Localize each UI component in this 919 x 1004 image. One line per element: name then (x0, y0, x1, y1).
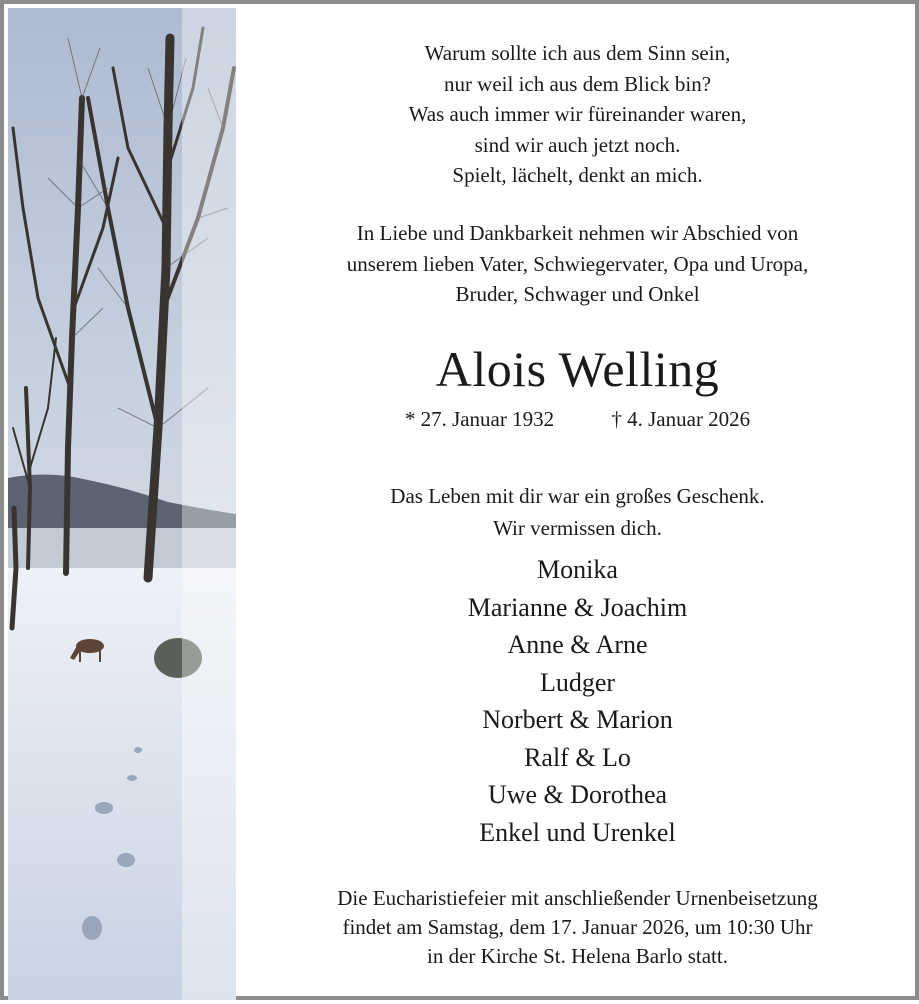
poem-line: Warum sollte ich aus dem Sinn sein, (424, 41, 731, 65)
poem-line: Was auch immer wir füreinander waren, (408, 102, 747, 126)
intro-line: In Liebe und Dankbarkeit nehmen wir Abschied von (356, 221, 799, 245)
mourner: Marianne & Joachim (467, 592, 688, 622)
mourner: Norbert & Marion (482, 705, 673, 734)
mourner: Ralf & Lo (524, 742, 631, 772)
life-dates (236, 404, 919, 434)
service-info (236, 884, 919, 971)
message-line: Wir vermissen dich. (493, 516, 662, 540)
mourner: Anne & Arne (507, 630, 648, 659)
poem (236, 38, 919, 191)
birth-date: * 27. Januar 1932 (404, 407, 555, 431)
death-date: † 4. Januar 2026 (611, 407, 751, 431)
mourner: Monika (537, 555, 618, 584)
poem-line: Spielt, lächelt, denkt an mich. (452, 163, 703, 187)
service-line: findet am Samstag, dem 17. Januar 2026, um 10:30 Uhr (342, 915, 813, 939)
poem-line: nur weil ich aus dem Blick bin? (443, 71, 712, 96)
intro-line: unserem lieben Vater, Schwiegervater, Opa und Uropa, (346, 251, 809, 276)
mourners-list (236, 551, 919, 851)
poem-line: sind wir auch jetzt noch. (474, 132, 681, 157)
mourner: Ludger (539, 667, 616, 697)
mourner: Uwe & Dorothea (487, 780, 668, 809)
winter-landscape-illustration (8, 8, 236, 1000)
service-line: Die Eucharistiefeier mit anschließender Urnenbeisetzung (337, 886, 818, 910)
message (236, 480, 919, 544)
mourner: Enkel und Urenkel (479, 817, 676, 847)
service-line: in der Kirche St. Helena Barlo statt. (427, 944, 728, 968)
farewell-intro (236, 218, 919, 310)
intro-line: Bruder, Schwager und Onkel (455, 282, 700, 306)
message-line: Das Leben mit dir war ein großes Geschenk. (390, 484, 765, 508)
deceased-name: Alois Welling (435, 341, 720, 397)
obituary-text (236, 4, 919, 1004)
winter-landscape-photo (8, 8, 236, 1000)
